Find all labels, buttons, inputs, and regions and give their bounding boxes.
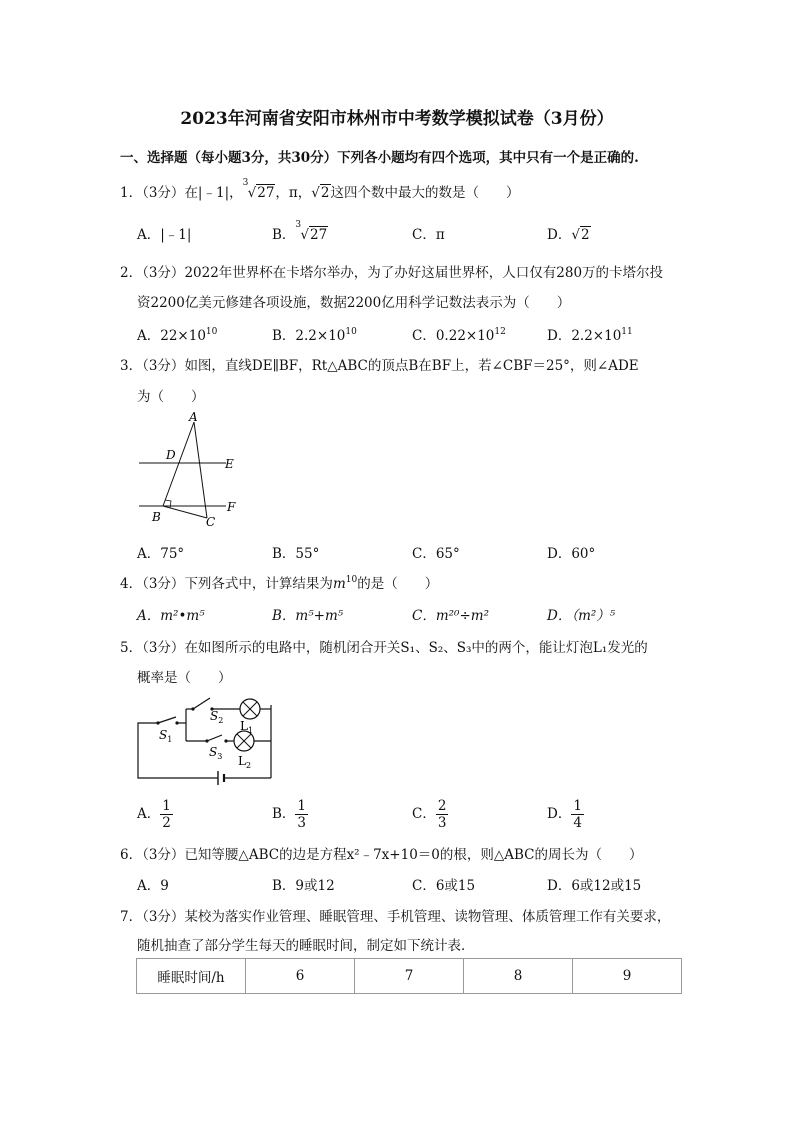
question-score: （3分） — [142, 576, 185, 592]
q2-option-c[interactable]: C．$0.22\times 10^{12}$ — [412, 327, 506, 344]
q5-option-d[interactable]: D． $\frac{1}{4}$ — [547, 798, 582, 831]
question-number: 4． — [120, 576, 143, 592]
segment-bc — [163, 506, 207, 518]
q5-option-c[interactable]: C． $\frac{2}{3}$ — [412, 798, 447, 831]
q6-option-c[interactable]: C．6或15 — [412, 878, 476, 894]
geometry-figure — [130, 408, 250, 533]
question-number: 1． — [120, 185, 143, 201]
table-row — [137, 959, 682, 994]
q3-option-d[interactable]: D．60° — [547, 546, 596, 562]
question-text: 在如图所示的电路中，随机闭合开关S₁、S₂、S₃中的两个，能让灯泡L₁发光的 — [184, 640, 648, 656]
q4-option-c[interactable]: C．m²⁰÷m² — [412, 608, 489, 624]
question-2-line-2: 资2200亿美元修建各项设施，数据2200亿用科学记数法表示为（ ） — [137, 295, 571, 311]
q4-option-b[interactable]: B．m⁵+m⁵ — [272, 608, 344, 624]
question-score: （3分） — [142, 640, 185, 656]
q2-option-a[interactable]: A．$22\times 10^{10}$ — [137, 327, 218, 344]
question-7 — [120, 905, 670, 925]
label-l1: $L_1$ — [240, 719, 254, 735]
switch-s3-blade — [207, 735, 222, 741]
question-5 — [120, 636, 648, 656]
q1-option-a[interactable]: A．|﹣1| — [137, 227, 192, 243]
q4-option-d[interactable]: D．（m²）⁵ — [547, 608, 616, 624]
question-number: 7． — [120, 909, 143, 925]
question-text: 某校为落实作业管理、睡眠管理、手机管理、读物管理、体质管理工作有关要求， — [184, 909, 671, 925]
table-cell: 6 — [246, 959, 355, 994]
q6-option-b[interactable]: B．9或12 — [272, 878, 335, 894]
question-text: 如图，直线DE∥BF，Rt△ABC的顶点B在BF上，若∠CBF＝25°，则∠ADE — [184, 358, 639, 374]
q1-option-b[interactable]: B． 3 √27 — [272, 220, 328, 243]
q1-option-d[interactable]: D．√2 — [547, 227, 590, 243]
segment-ac — [194, 422, 207, 518]
section-heading: 一、选择题（每小题3分，共30分）下列各小题均有四个选项，其中只有一个是正确的. — [120, 150, 639, 166]
segment-ab — [163, 422, 194, 506]
q1-option-c[interactable]: C．π — [412, 227, 445, 243]
question-number: 2． — [120, 265, 143, 281]
question-5-line-2: 概率是（ ） — [137, 670, 232, 686]
question-3-line-2: 为（ ） — [137, 389, 205, 405]
question-7-line-2: 随机抽查了部分学生每天的睡眠时间，制定如下统计表． — [137, 938, 475, 954]
cube-root-27: 3 √27 — [242, 178, 275, 201]
exam-title: 2023年河南省安阳市林州市中考数学模拟试卷（3月份） — [180, 109, 614, 129]
label-f: F — [227, 500, 236, 514]
question-text: 已知等腰△ABC的边是方程x²﹣7x+10＝0的根，则△ABC的周长为（ ） — [184, 847, 643, 863]
label-s2: $S_2$ — [210, 709, 224, 725]
question-number: 3． — [120, 358, 143, 374]
question-6 — [120, 843, 643, 863]
question-score: （3分） — [142, 909, 185, 925]
question-1: 1．（3分）在|﹣1|， 3 √27，π，√2这四个数中最大的数是（ ） — [120, 178, 520, 201]
question-score: （3分） — [142, 358, 185, 374]
question-number: 5． — [120, 640, 143, 656]
sleep-time-table — [136, 958, 682, 994]
table-cell: 8 — [464, 959, 573, 994]
wire-outer — [138, 723, 176, 778]
q3-option-a[interactable]: A．75° — [137, 546, 185, 562]
label-c: C — [206, 515, 216, 529]
table-cell: 9 — [573, 959, 682, 994]
label-d: D — [166, 448, 176, 462]
label-l2: $L_2$ — [238, 754, 252, 770]
q5-option-a[interactable]: A． $\frac{1}{2}$ — [137, 798, 171, 831]
question-3 — [120, 354, 639, 374]
question-text: 下列各式中，计算结果为 — [184, 576, 333, 592]
label-s3: $S_3$ — [209, 745, 223, 761]
label-s1: $S_1$ — [159, 728, 173, 744]
switch-s2-blade — [193, 698, 210, 709]
q6-option-a[interactable]: A．9 — [137, 878, 169, 894]
q2-option-b[interactable]: B．$2.2\times 10^{10}$ — [272, 327, 357, 344]
question-score: （3分） — [142, 847, 185, 863]
question-text: 在|﹣1|， — [184, 185, 243, 201]
q6-option-d[interactable]: D．6或12或15 — [547, 878, 642, 894]
label-a: A — [189, 410, 198, 424]
switch-s1-blade — [158, 717, 176, 723]
q4-option-a[interactable]: A．m²•m⁵ — [137, 608, 205, 624]
question-4: 4．（3分）下列各式中，计算结果为$m^{10}$的是（ ） — [120, 575, 439, 592]
square-root-2: √2 — [311, 185, 330, 201]
q5-option-b[interactable]: B． $\frac{1}{3}$ — [272, 798, 307, 831]
question-number: 6． — [120, 847, 143, 863]
circuit-diagram — [130, 690, 280, 790]
label-b: B — [152, 510, 161, 524]
q3-option-b[interactable]: B．55° — [272, 546, 320, 562]
q2-option-d[interactable]: D．$2.2\times 10^{11}$ — [547, 327, 633, 344]
question-score: （3分） — [142, 185, 185, 201]
table-header-cell: 睡眠时间/h — [137, 959, 246, 994]
label-e: E — [225, 457, 234, 471]
question-text: 2022年世界杯在卡塔尔举办，为了办好这届世界杯，人口仅有280万的卡塔尔投 — [184, 265, 664, 281]
question-2 — [120, 261, 663, 281]
table-cell: 7 — [355, 959, 464, 994]
question-score: （3分） — [142, 265, 185, 281]
q3-option-c[interactable]: C．65° — [412, 546, 460, 562]
